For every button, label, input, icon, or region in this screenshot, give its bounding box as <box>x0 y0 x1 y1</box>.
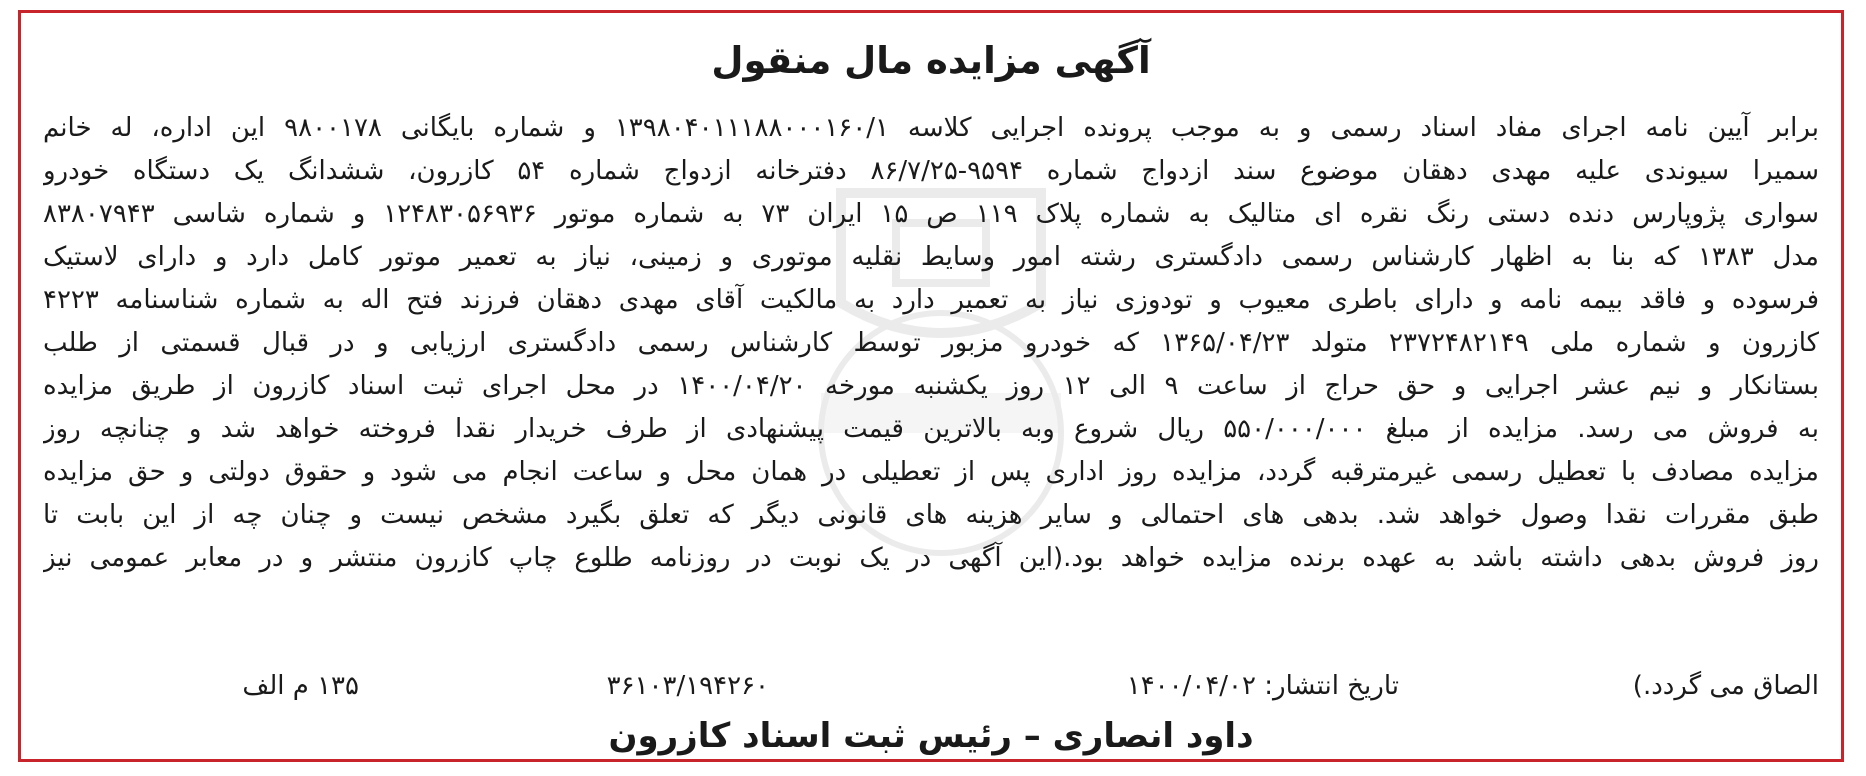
notice-line: مزایده مصادف با تعطیل رسمی غیرمترقبه گردد، مزایده روز اداری پس از تعطیلی در همان محل و ساعت انجام می شود و حقوق دولتی و حق مزایده <box>43 457 1819 487</box>
ad-number: ۱۳۵ م الف <box>242 671 359 701</box>
notice-line: مدل ۱۳۸۳ که بنا به اظهار کارشناس رسمی دادگستری رشته امور وسایط نقلیه موتوری و زمینی، نیاز به تعمیر موتور کامل دارد و دارای لاستیک <box>43 242 1819 272</box>
publication-date: تاریخ انتشار: ۱۴۰۰/۰۴/۰۲ <box>1126 671 1399 701</box>
notice-frame <box>18 10 1844 762</box>
notice-title: آگهی مزایده مال منقول <box>711 39 1151 82</box>
notice-line: سمیرا سیوندی علیه مهدی دهقان موضوع سند ازدواج شماره ۹۵۹۴-۸۶/۷/۲۵ دفترخانه ازدواج شماره ۵۴ کازرون، ششدانگ یک دستگاه خودرو <box>43 156 1819 186</box>
closing-text: الصاق می گردد.) <box>1632 671 1819 701</box>
notice-footer-row <box>43 666 1819 706</box>
notice-line: برابر آیین نامه اجرای مفاد اسناد رسمی و به موجب پرونده اجرایی کلاسه ۱۳۹۸۰۴۰۱۱۱۸۸۰۰۰۱۶۰/۱ و شماره بایگانی ۹۸۰۰۱۷۸ این اداره، له خانم <box>43 113 1819 143</box>
notice-line: سواری پژوپارس دنده دستی رنگ نقره ای متالیک به شماره پلاک ۱۱۹ ص ۱۵ ایران ۷۳ به شماره موتور ۱۲۴۸۳۰۵۶۹۳۶ و شماره شاسی ۸۳۸۰۷۹۴۳ <box>43 199 1819 229</box>
signature: داود انصاری – رئیس ثبت اسناد کازرون <box>608 716 1254 756</box>
notice-line: بستانکار و نیم عشر اجرایی و حق حراج از ساعت ۹ الی ۱۲ روز یکشنبه مورخه ۱۴۰۰/۰۴/۲۰ در محل اجرای ثبت اسناد کازرون از طریق مزایده <box>43 371 1819 401</box>
notice-body <box>43 107 1819 580</box>
notice-line: به فروش می رسد. مزایده از مبلغ ۵۵۰/۰۰۰/۰۰۰ ریال شروع وبه بالاترین قیمت پیشنهادی از طرف خریدار نقدا فروخته خواهد شد و چنانچه روز <box>43 414 1819 444</box>
notice-line: کازرون و شماره ملی ۲۳۷۲۴۸۲۱۴۹ متولد ۱۳۶۵/۰۴/۲۳ که خودرو مزبور توسط کارشناس رسمی دادگستری ارزیابی و در قبال قسمتی از طلب <box>43 328 1819 358</box>
notice-line: فرسوده و فاقد بیمه نامه و دارای باطری معیوب و تودوزی نیاز به تعمیر دارد به مالکیت آقای مهدی دهقان فرزند فتح اله به شماره شناسنامه ۴۲۲۳ <box>43 285 1819 315</box>
notice-line: روز فروش بدهی داشته باشد به عهده برنده مزایده خواهد بود.(این آگهی در یک نوبت در روزنامه طلوع چاپ کازرون منتشر و در معابر عمومی نیز <box>43 543 1819 573</box>
reference-code: ۳۶۱۰۳/۱۹۴۲۶۰ <box>606 671 769 701</box>
notice-line: طبق مقررات نقدا وصول خواهد شد. بدهی های احتمالی و سایر هزینه های قانونی دیگر که تعلق بگیرد مشخص نیست و چنان چه از این بابت تا <box>43 500 1819 530</box>
